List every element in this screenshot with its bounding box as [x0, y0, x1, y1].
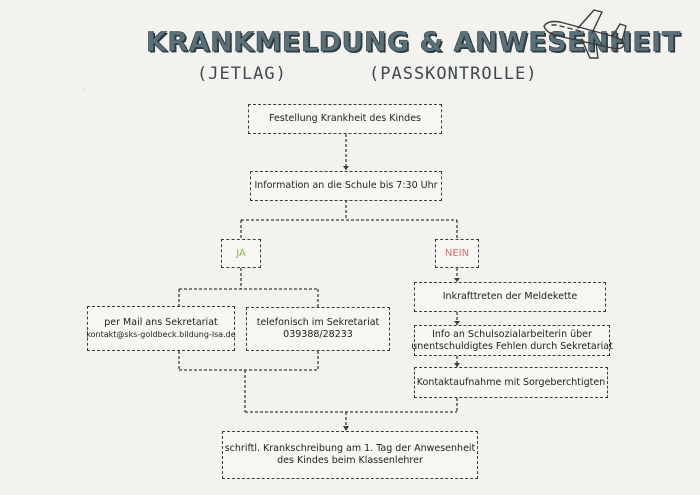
- option-phone: [246, 307, 390, 351]
- step-detect-illness-label: Festellung Krankheit des Kindes: [269, 113, 421, 124]
- branch-yes: [221, 239, 261, 268]
- step-inform-school-label: Information an die Schule bis 7:30 Uhr: [254, 180, 438, 191]
- step-sick-note: [222, 431, 478, 479]
- subtitle-passkontrolle: (PASSKONTROLLE): [369, 64, 538, 84]
- option-phone-line1: telefonisch im Sekretariat: [256, 317, 380, 328]
- chain-start: [414, 282, 606, 312]
- chain-contact-guardians-label: Kontaktaufnahme mit Sorgeberchtigten: [416, 376, 606, 388]
- branch-no-label: NEIN: [444, 247, 470, 259]
- chain-social-worker-line2: unentschuldigtes Fehlen durch Sekretariat: [411, 340, 613, 352]
- chain-social-worker-line1: Info an Schulsozialarbeiterin über: [432, 328, 592, 340]
- branch-yes-label: JA: [236, 247, 246, 259]
- option-mail-address: kontakt@sks-goldbeck.bildung-lsa.de: [86, 329, 236, 339]
- step-detect-illness: [248, 104, 442, 134]
- chain-social-worker: [411, 325, 613, 356]
- subtitle-jetlag: (JETLAG): [197, 64, 287, 84]
- option-mail: [87, 306, 235, 351]
- option-phone-number: 039388/28233: [283, 329, 353, 340]
- step-inform-school: [250, 171, 442, 201]
- branch-no: [435, 239, 479, 268]
- option-mail-line1: per Mail ans Sekretariat: [104, 316, 218, 328]
- chain-contact-guardians: [414, 367, 608, 398]
- page-title: KRANKMELDUNG & ANWESENHEIT: [146, 27, 681, 58]
- step-sick-note-line1: schriftl. Krankschreibung am 1. Tag der Anwesenheit: [224, 443, 476, 454]
- step-sick-note-line2: des Kindes beim Klassenlehrer: [277, 455, 423, 466]
- chain-start-label: Inkrafttreten der Meldekette: [442, 291, 578, 302]
